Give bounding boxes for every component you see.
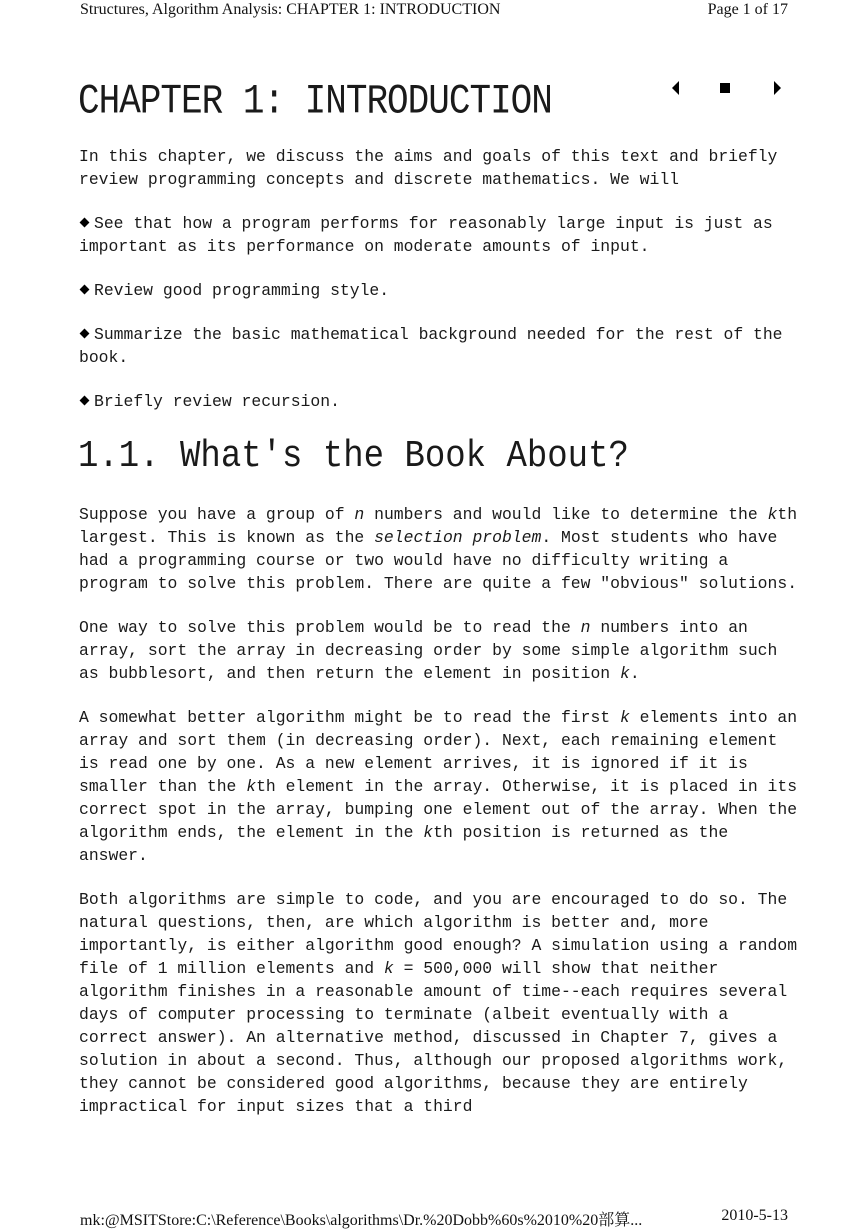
section-title: 1.1. What's the Book About?: [78, 436, 629, 479]
variable-n: n: [354, 505, 365, 524]
bullet-item: [79, 323, 799, 369]
print-date: 2010-5-13: [721, 1207, 788, 1224]
text-run: Suppose you have a group of: [79, 505, 355, 524]
chapter-navigation: [670, 78, 788, 98]
term-selection-problem: selection problem: [374, 528, 542, 547]
variable-k: k: [619, 664, 630, 683]
previous-triangle-icon[interactable]: [672, 81, 679, 95]
text-run: = 500,000 will show that neither algorithm finishes in a reasonable amount of time--each requires several days of computer processing to terminate (albeit eventually with a correct answer). An alternative method, discussed in Chapter 7, gives a solution in about a second. Thus, although our proposed algorithms work, they cannot be considered good algorithms, because they are entirely impractical for input sizes that a third: [79, 959, 788, 1116]
bullet-item: [79, 279, 799, 302]
next-triangle-icon[interactable]: [774, 81, 781, 95]
paragraph-1: [79, 503, 799, 595]
variable-k: k: [767, 505, 778, 524]
diamond-bullet-icon: [80, 329, 90, 339]
bullet-text: See that how a program performs for reasonably large input is just as important as its performance on moderate amounts of input.: [79, 214, 773, 256]
variable-k: k: [423, 823, 434, 842]
diamond-bullet-icon: [80, 285, 90, 295]
paragraph-2: [79, 616, 799, 685]
text-run: numbers into an array, sort the array in decreasing order by some simple algorithm such as bubblesort, and then return the element in position: [79, 618, 778, 683]
bullet-item: [79, 212, 799, 258]
paragraph-3: [79, 706, 799, 867]
bullet-item: [79, 390, 799, 413]
bullet-text: Review good programming style.: [94, 281, 390, 300]
variable-n: n: [580, 618, 591, 637]
text-run: th position is returned as the answer.: [79, 823, 729, 865]
variable-k: k: [383, 959, 394, 978]
text-run: th element in the array. Otherwise, it is placed in its correct spot in the array, bumping one element out of the array. When the algorithm ends, the element in the: [79, 777, 798, 842]
diamond-bullet-icon: [80, 396, 90, 406]
text-run: th largest. This is known as the: [79, 505, 798, 547]
intro-paragraph: In this chapter, we discuss the aims and goals of this text and briefly review programming concepts and discrete mathematics. We will: [79, 147, 778, 189]
text-run: A somewhat better algorithm might be to read the first: [79, 708, 620, 727]
variable-k: k: [619, 708, 630, 727]
source-path: mk:@MSITStore:C:\Reference\Books\algorithms\Dr.%20Dobb%60s%2010%20部算...: [80, 1212, 643, 1229]
bullet-text: Summarize the basic mathematical background needed for the rest of the book.: [79, 325, 783, 367]
diamond-bullet-icon: [80, 218, 90, 228]
paragraph-4: [79, 888, 799, 1118]
chapter-title: CHAPTER 1: INTRODUCTION: [78, 78, 552, 126]
intro-section: [79, 145, 799, 434]
text-run: Both algorithms are simple to code, and you are encouraged to do so. The natural questions, then, are which algorithm is better and, more importantly, is either algorithm good enough? A simulation using a random file of 1 million elements and: [79, 890, 798, 978]
contents-square-icon[interactable]: [720, 83, 730, 93]
text-run: numbers and would like to determine the: [364, 505, 768, 524]
variable-k: k: [246, 777, 257, 796]
text-run: .: [629, 664, 640, 683]
section-body: [79, 503, 799, 1139]
text-run: One way to solve this problem would be to read the: [79, 618, 581, 637]
bullet-text: Briefly review recursion.: [94, 392, 340, 411]
page-header-title: Structures, Algorithm Analysis: CHAPTER 1: INTRODUCTION: [80, 1, 501, 18]
text-run: . Most students who have had a programming course or two would have no difficulty writing a program to solve this problem. There are quite a few "obvious" solutions.: [79, 528, 798, 593]
page-number: Page 1 of 17: [707, 1, 788, 18]
text-run: elements into an array and sort them (in decreasing order). Next, each remaining element is read one by one. As a new element arrives, it is ignored if it is smaller than the: [79, 708, 798, 796]
